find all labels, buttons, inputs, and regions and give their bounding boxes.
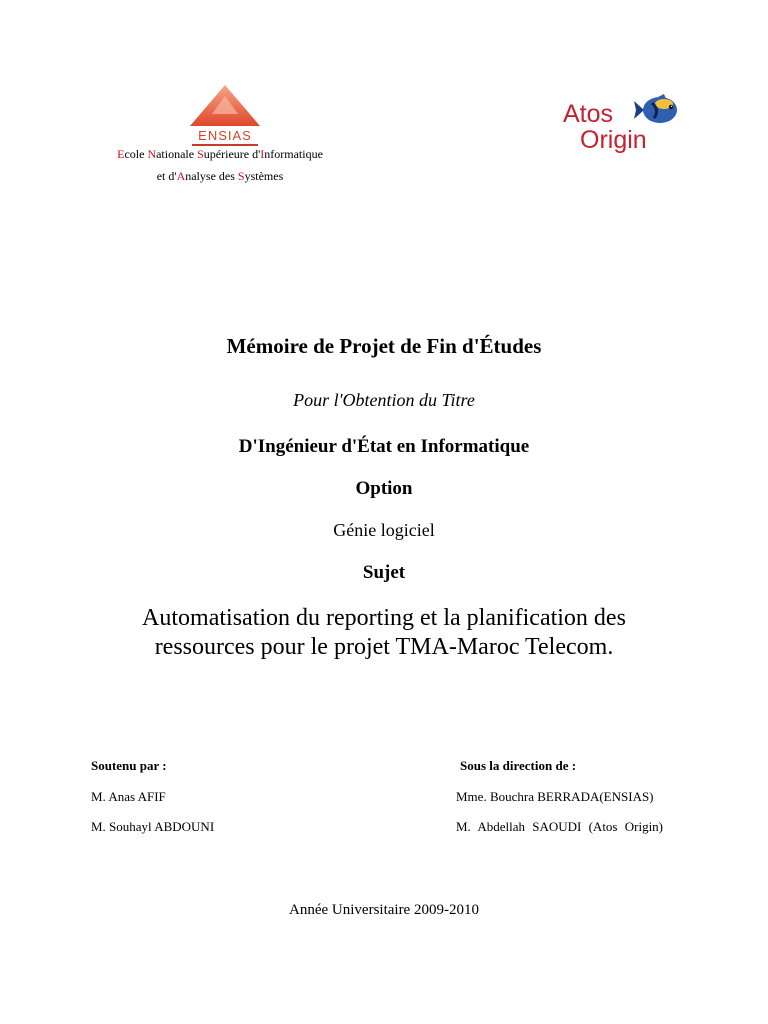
atos-origin-logo: [560, 94, 690, 158]
school-name-line2: [0, 169, 440, 184]
origin-logo-text: Origin: [580, 126, 647, 154]
memoire-title: Mémoire de Projet de Fin d'Études: [226, 334, 542, 358]
school-name-text: nformatique: [264, 147, 323, 161]
ensias-logo: [188, 84, 268, 146]
student-name: M. Souhayl ABDOUNI: [91, 819, 215, 834]
supervisor-name: Mme. Bouchra BERRADA(ENSIAS): [456, 789, 654, 804]
school-name-initial: S: [197, 147, 204, 161]
option-value: Génie logiciel: [333, 520, 435, 540]
ensias-logo-text: ENSIAS: [198, 128, 252, 143]
school-name-text: nalyse des: [185, 169, 238, 183]
school-name-text: ationale: [156, 147, 198, 161]
school-name-text: ystèmes: [244, 169, 284, 183]
option-label: Option: [355, 478, 413, 499]
school-name-initial: I: [260, 147, 265, 161]
school-name-initial: N: [147, 147, 157, 161]
supervisor-name: M. Abdellah SAOUDI (Atos Origin): [456, 819, 664, 834]
direction-label: Sous la direction de :: [460, 758, 577, 773]
subject-title-line1: Automatisation du reporting et la planification des: [142, 605, 626, 631]
school-name-initial: A: [176, 169, 186, 183]
atos-logo-text: Atos: [563, 100, 614, 128]
school-name-text: et d': [156, 169, 177, 183]
student-name: M. Anas AFIF: [91, 789, 166, 804]
academic-year: Année Universitaire 2009-2010: [289, 902, 479, 918]
soutenu-par-label: Soutenu par :: [91, 758, 167, 773]
fish-icon: [634, 94, 682, 128]
ensias-logo-rule: [192, 144, 258, 146]
subject-title: [0, 604, 768, 662]
pour-obtention-line: Pour l'Obtention du Titre: [293, 390, 475, 410]
school-name-initial: E: [117, 147, 125, 161]
school-name-initial: S: [237, 169, 245, 183]
school-name-line1: [0, 147, 440, 162]
sujet-label: Sujet: [362, 562, 406, 583]
subject-title-line2: ressources pour le projet TMA-Maroc Telecom.: [154, 634, 614, 660]
school-name-text: cole: [124, 147, 148, 161]
ensias-triangle-icon: [188, 84, 262, 128]
degree-title: D'Ingénieur d'État en Informatique: [238, 436, 530, 457]
school-name-text: upérieure d': [203, 147, 261, 161]
